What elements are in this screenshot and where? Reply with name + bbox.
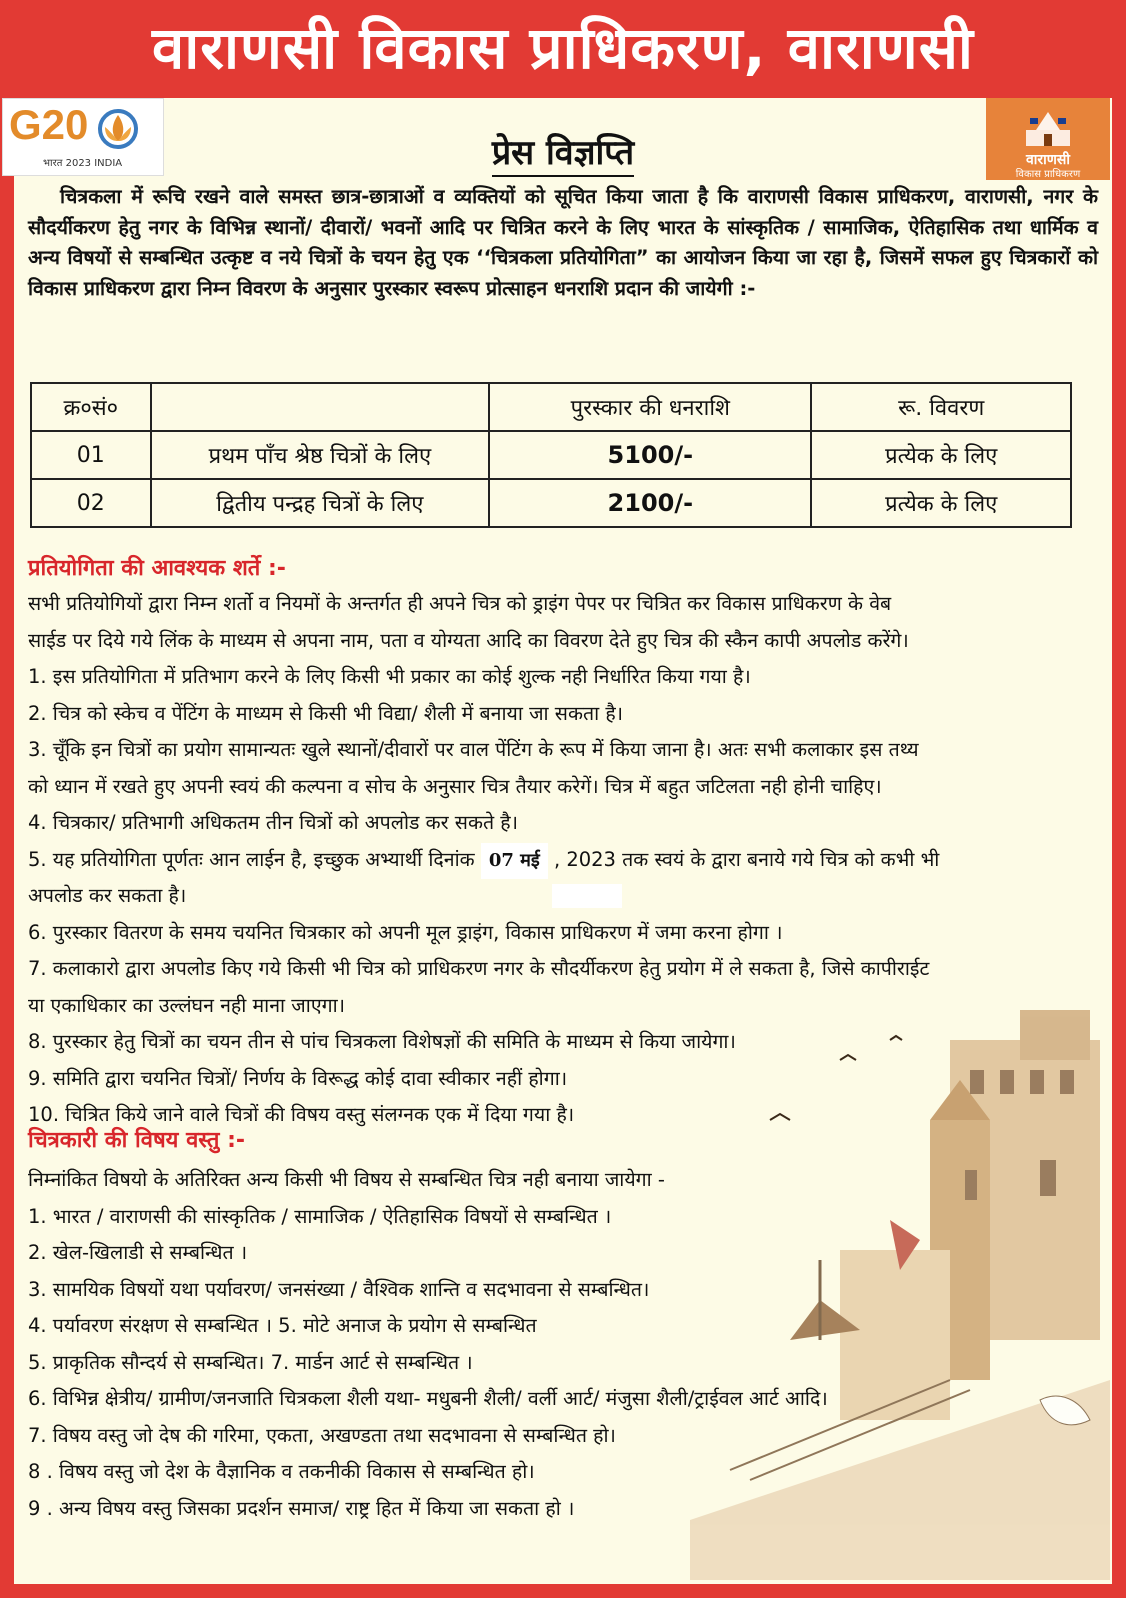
intro-paragraph: चित्रकला में रूचि रखने वाले समस्त छात्र-छात्राओं व व्यक्तियों को सूचित किया जाता है कि वाराणसी विकास प्राधिकरण, वाराणसी, नगर के सौदर्यीकरण हेतु नगर के विभिन्न स्थानों/ दीवारों/ भवनों आदि पर चित्रित करने के लिए भारत के सांस्कृतिक / सामाजिक, ऐतिहासिक तथा धार्मिक व अन्य विषयों से सम्बन्धित उत्कृष्ट व नये चित्रों के चयन हेतु एक ‘‘चित्रकला प्रतियोगिता” का आयोजन किया जा रहा है, जिसमें सफल हुए चित्रकारों को विकास प्राधिकरण द्वारा निम्न विवरण के अनुसार पुरस्कार स्वरूप प्रोत्साहन धनराशि प्रदान की जायेगी :- (28, 185, 1098, 300)
vda-logo-line1: वाराणसी (1026, 152, 1070, 168)
list-item: 4. पर्यावरण संरक्षण से सम्बन्धित । 5. मोटे अनाज के प्रयोग से सम्बन्धित (28, 1314, 537, 1337)
list-item: 8 . विषय वस्तु जो देश के वैज्ञानिक व तकनीकी विकास से सम्बन्धित हो। (28, 1460, 535, 1483)
header-amount: पुरस्कार की धनराशि (489, 383, 811, 431)
list-item: 4. चित्रकार/ प्रतिभागी अधिकतम तीन चित्रों को अपलोड कर सकते है। (28, 811, 519, 834)
cell-serial: 02 (31, 479, 151, 527)
line5-pre: 5. यह प्रतियोगिता पूर्णतः आन लाईन है, इच्छुक अभ्यार्थी दिनांक (28, 847, 475, 871)
prize-table-header (31, 383, 1071, 431)
line5-post: , 2023 तक स्वयं के द्वारा बनाये गये चित्र को कभी भी (553, 847, 940, 871)
page-title (0, 128, 1126, 174)
vda-logo-line2: विकास प्राधिकरण (1015, 169, 1081, 180)
list-item (28, 842, 1108, 879)
conditions-heading: प्रतियोगिता की आवश्यक शर्ते :- (28, 556, 286, 581)
list-item: को ध्यान में रखते हुए अपनी स्वयं की कल्पना व सोच के अनुसार चित्र तैयार करेगें। चित्र में बहुत जटिलता नही होनी चाहिए। (28, 774, 882, 798)
cell-description: प्रथम पाँच श्रेष्ठ चित्रों के लिए (151, 431, 490, 479)
themes-list (28, 1162, 1108, 1527)
header-title: वाराणसी विकास प्राधिकरण, वाराणसी (0, 0, 1126, 98)
list-item: साईड पर दिये गये लिंक के माध्यम से अपना नाम, पता व योग्यता आदि का विवरण देते हुए चित्र की स्कैन कापी अपलोड करेंगे। (28, 628, 909, 652)
list-item: 1. भारत / वाराणसी की सांस्कृतिक / सामाजिक / ऐतिहासिक विषयों से सम्बन्धित । (28, 1204, 612, 1228)
list-item: 8. पुरस्कार हेतु चित्रों का चयन तीन से पांच चित्रकला विशेषज्ञों की समिति के माध्यम से किया जायेगा। (28, 1030, 736, 1053)
list-item: 3. चूँकि इन चित्रों का प्रयोग सामान्यतः खुले स्थानों/दीवारों पर वाल पेंटिंग के रूप में किया जाना है। अतः सभी कलाकार इस तथ्य (28, 738, 919, 761)
page-title-text: प्रेस विज्ञप्ति (492, 133, 634, 177)
g20-logo-text: G20 (9, 101, 89, 148)
list-item: 3. सामयिक विषयों यथा पर्यावरण/ जनसंख्या / वैश्विक शान्ति व सदभावना से सम्बन्धित। (28, 1277, 650, 1301)
cell-description: द्वितीय पन्द्रह चित्रों के लिए (151, 479, 490, 527)
cell-amount: 2100/- (489, 479, 811, 527)
prize-table (30, 382, 1072, 528)
header-details: रू. विवरण (811, 383, 1071, 431)
cell-amount: 5100/- (489, 431, 811, 479)
list-item: या एकाधिकार का उल्लंघन नही माना जाएगा। (28, 993, 346, 1017)
list-item: 1. इस प्रतियोगिता में प्रतिभाग करने के लिए किसी भी प्रकार का कोई शुल्क नही निर्धारित किया गया है। (28, 665, 751, 688)
list-item: 6. पुरस्कार वितरण के समय चयनित चित्रकार को अपनी मूल ड्राइंग, विकास प्राधिकरण में जमा करना होगा । (28, 920, 783, 944)
list-item: 2. खेल-खिलाडी से सम्बन्धित । (28, 1241, 248, 1264)
header-serial: क्र०सं० (31, 383, 151, 431)
cell-serial: 01 (31, 431, 151, 479)
list-item: 7. विषय वस्तु जो देष की गरिमा, एकता, अखण्डता तथा सदभावना से सम्बन्धित हो। (28, 1423, 616, 1447)
list-item: 10. चित्रित किये जाने वाले चित्रों की विषय वस्तु संलग्नक एक में दिया गया है। (28, 1103, 575, 1126)
g20-logo-subtext: भारत 2023 INDIA (43, 158, 123, 169)
list-item: 6. विभिन्न क्षेत्रीय/ ग्रामीण/जनजाति चित्रकला शैली यथा- मधुबनी शैली/ वर्ली आर्ट/ मंजुसा शैली/ट्राईवल आर्ट आदि। (28, 1387, 828, 1410)
list-item: 2. चित्र को स्केच व पेंटिंग के माध्यम से किसी भी विद्या/ शैली में बनाया जा सकता है। (28, 701, 624, 725)
list-item: अपलोड कर सकता है। (28, 884, 187, 907)
list-item: 9. समिति द्वारा चयनित चित्रों/ निर्णय के विरूद्ध कोई दावा स्वीकार नहीं होगा। (28, 1066, 568, 1090)
table-row (31, 479, 1071, 527)
cell-details: प्रत्येक के लिए (811, 431, 1071, 479)
table-row (31, 431, 1071, 479)
list-item: निम्नांकित विषयो के अतिरिक्त अन्य किसी भी विषय से सम्बन्धित चित्र नही बनाया जायेगा - (28, 1168, 665, 1191)
list-item: 7. कलाकारो द्वारा अपलोड किए गये किसी भी चित्र को प्राधिकरण नगर के सौदर्यीकरण हेतु प्रयोग में ले सकता है, जिसे कापीराईट (28, 957, 930, 980)
cell-details: प्रत्येक के लिए (811, 479, 1071, 527)
list-item: 5. प्राकृतिक सौन्दर्य से सम्बन्धित। 7. मार्डन आर्ट से सम्बन्धित । (28, 1350, 473, 1374)
list-item: सभी प्रतियोगियों द्वारा निम्न शर्तो व नियमों के अन्तर्गत ही अपने चित्र को ड्राइंग पेपर पर चित्रित कर विकास प्राधिकरण के वेब (28, 592, 892, 615)
deadline-date: 07 मई (481, 843, 548, 880)
list-item: 9 . अन्य विषय वस्तु जिसका प्रदर्शन समाज/ राष्ट्र हित में किया जा सकता हो । (28, 1496, 575, 1520)
header-description (151, 383, 490, 431)
white-patch (552, 884, 622, 908)
themes-heading: चित्रकारी की विषय वस्तु :- (28, 1128, 245, 1153)
